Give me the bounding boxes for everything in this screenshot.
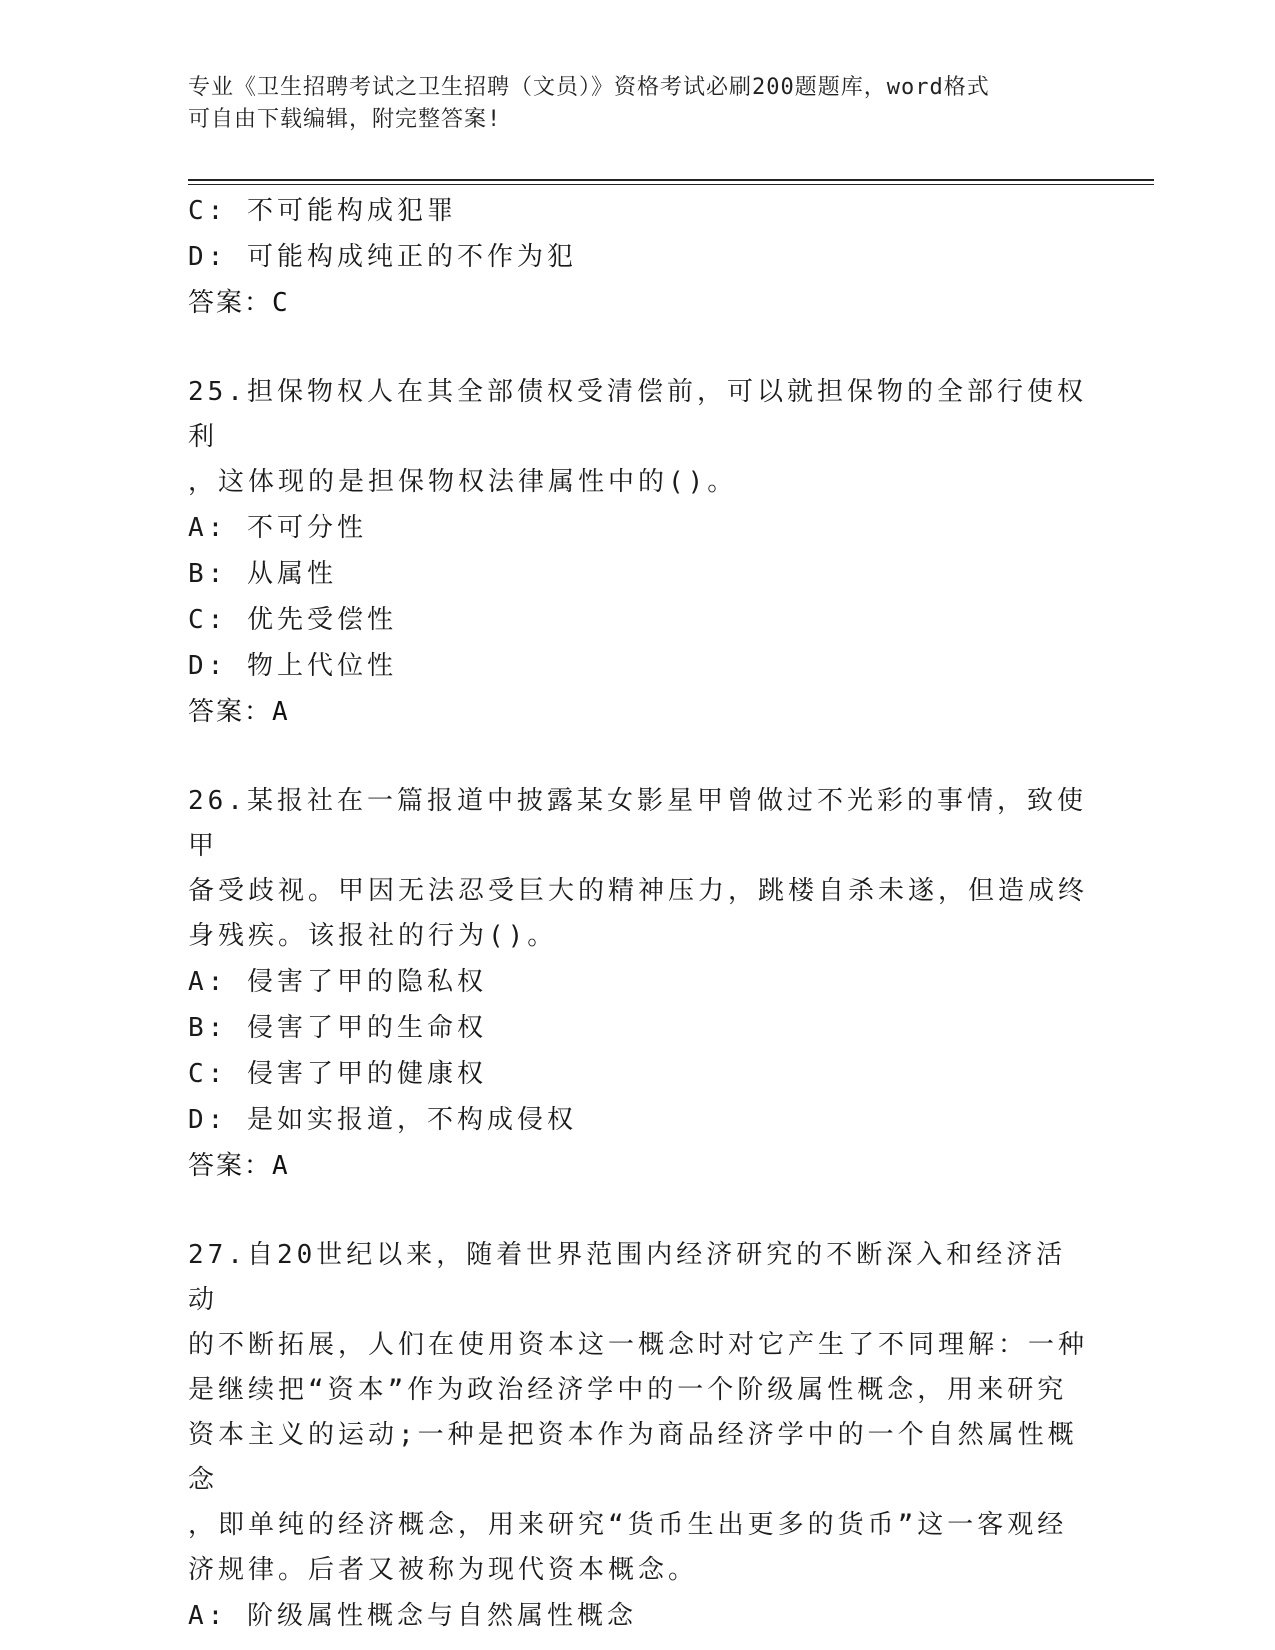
- question-stem-line: 备受歧视。甲因无法忍受巨大的精神压力，跳楼自杀未遂，但造成终: [188, 876, 1089, 906]
- question-stem-line: 的不断拓展，人们在使用资本这一概念时对它产生了不同理解：一种: [188, 1330, 1089, 1360]
- option-b: B: 从属性: [188, 559, 337, 589]
- header-divider-thick: [188, 179, 1154, 181]
- question-stem-line: 是继续把“资本”作为政治经济学中的一个阶级属性概念，用来研究: [188, 1375, 1068, 1405]
- option-c: C: 优先受偿性: [188, 605, 397, 635]
- question-stem-line: 济规律。后者又被称为现代资本概念。: [188, 1555, 699, 1585]
- question-stem-line: ，即单纯的经济概念，用来研究“货币生出更多的货币”这一客观经: [188, 1510, 1068, 1540]
- option-a: A: 侵害了甲的隐私权: [188, 967, 487, 997]
- document-header: [188, 72, 1088, 136]
- spacer: [188, 735, 1088, 779]
- question-25: [188, 370, 1088, 735]
- spacer: [188, 326, 1088, 370]
- question-stem-line: 身残疾。该报社的行为()。: [188, 921, 558, 951]
- option-a: A: 阶级属性概念与自然属性概念: [188, 1601, 637, 1631]
- question-stem-line: ，这体现的是担保物权法律属性中的()。: [188, 467, 738, 497]
- question-list: [188, 188, 1088, 1639]
- spacer: [188, 1189, 1088, 1233]
- header-title-line-1: 专业《卫生招聘考试之卫生招聘（文员）》资格考试必刷200题题库，word格式: [188, 75, 990, 100]
- option-d: D: 可能构成纯正的不作为犯: [188, 242, 577, 272]
- header-title-line-2: 可自由下载编辑，附完整答案!: [188, 107, 502, 132]
- question-stem-line: 27.自20世纪以来，随着世界范围内经济研究的不断深入和经济活动: [188, 1240, 1067, 1315]
- question-27: [188, 1233, 1088, 1639]
- header-divider-thin: [188, 184, 1154, 185]
- option-d: D: 是如实报道，不构成侵权: [188, 1105, 577, 1135]
- option-c: C: 侵害了甲的健康权: [188, 1059, 487, 1089]
- question-stem-line: 26.某报社在一篇报道中披露某女影星甲曾做过不光彩的事情，致使甲: [188, 786, 1087, 861]
- question-stem-line: 资本主义的运动;一种是把资本作为商品经济学中的一个自然属性概念: [188, 1420, 1078, 1495]
- question-24: [188, 188, 1088, 326]
- option-a: A: 不可分性: [188, 513, 367, 543]
- question-26: [188, 779, 1088, 1189]
- option-d: D: 物上代位性: [188, 651, 397, 681]
- question-stem-line: 25.担保物权人在其全部债权受清偿前，可以就担保物的全部行使权利: [188, 377, 1087, 452]
- answer: 答案：A: [188, 1151, 290, 1181]
- option-c: C: 不可能构成犯罪: [188, 196, 457, 226]
- answer: 答案：C: [188, 288, 290, 318]
- option-b: B: 侵害了甲的生命权: [188, 1013, 487, 1043]
- answer: 答案：A: [188, 697, 290, 727]
